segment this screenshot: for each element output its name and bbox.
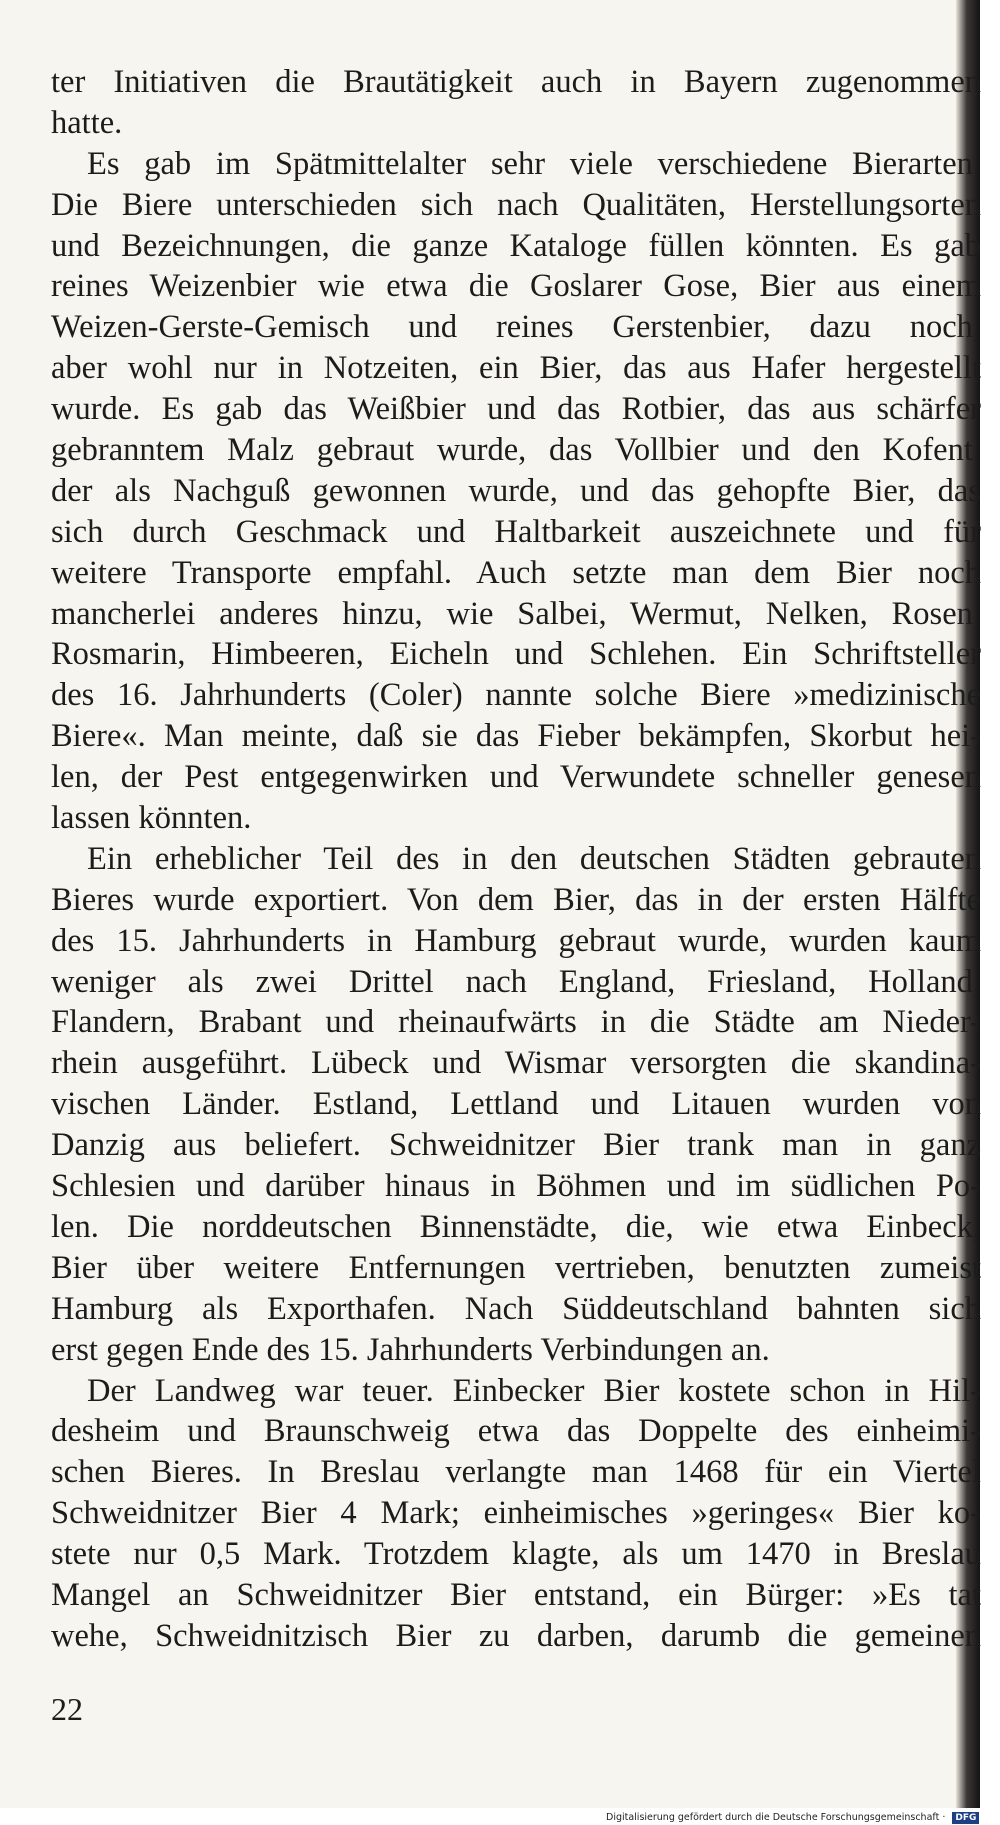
text-line: wehe, Schweidnitzisch Bier zu darben, darumb die gemeinen bbox=[51, 1617, 981, 1654]
text-line: des 15. Jahrhunderts in Hamburg gebraut wurde, wurden kaum bbox=[51, 922, 981, 959]
text-line: Weizen-Gerste-Gemisch und reines Gerstenbier, dazu noch, bbox=[51, 309, 981, 346]
text-line: und Bezeichnungen, die ganze Kataloge füllen könnten. Es gab bbox=[51, 227, 981, 264]
text-line: ter Initiativen die Brautätigkeit auch in Bayern zugenommen bbox=[51, 64, 981, 100]
text-line: Rosmarin, Himbeeren, Eicheln und Schlehen. Ein Schriftsteller bbox=[51, 636, 981, 673]
text-line: Hamburg als Exporthafen. Nach Süddeutschland bahnten sich bbox=[51, 1290, 981, 1327]
page-number: 22 bbox=[51, 1691, 83, 1727]
text-line: desheim und Braunschweig etwa das Doppelte des einheimi- bbox=[51, 1413, 981, 1450]
credit-text: Digitalisierung gefördert durch die Deutsche Forschungsgemeinschaft · bbox=[606, 1812, 946, 1823]
text-line: weitere Transporte empfahl. Auch setzte man dem Bier noch bbox=[51, 554, 981, 591]
text-line: mancherlei anderes hinzu, wie Salbei, Wermut, Nelken, Rosen, bbox=[51, 595, 981, 632]
text-line: gebranntem Malz gebraut wurde, das Vollbier und den Kofent, bbox=[51, 432, 981, 469]
text-line: len. Die norddeutschen Binnenstädte, die, wie etwa Einbeck, bbox=[51, 1208, 981, 1245]
text-line: der als Nachguß gewonnen wurde, und das gehopfte Bier, das bbox=[51, 472, 981, 509]
text-line: reines Weizenbier wie etwa die Goslarer Gose, Bier aus einem bbox=[51, 268, 981, 305]
text-line: Schweidnitzer Bier 4 Mark; einheimisches »geringes« Bier ko- bbox=[51, 1495, 981, 1532]
text-line: len, der Pest entgegenwirken und Verwundete schneller genesen bbox=[51, 759, 981, 796]
text-line: Der Landweg war teuer. Einbecker Bier kostete schon in Hil- bbox=[87, 1372, 981, 1409]
text-line: Flandern, Brabant und rheinaufwärts in die Städte am Nieder- bbox=[51, 1004, 981, 1041]
text-line: Bieres wurde exportiert. Von dem Bier, das in der ersten Hälfte bbox=[51, 881, 981, 918]
text-line: des 16. Jahrhunderts (Coler) nannte solche Biere »medizinische bbox=[51, 677, 981, 714]
text-line: Biere«. Man meinte, daß sie das Fieber bekämpfen, Skorbut hei- bbox=[51, 718, 981, 755]
text-line: vischen Länder. Estland, Lettland und Litauen wurden von bbox=[51, 1086, 981, 1123]
text-line: stete nur 0,5 Mark. Trotzdem klagte, als um 1470 in Breslau bbox=[51, 1536, 981, 1573]
text-line: weniger als zwei Drittel nach England, Friesland, Holland, bbox=[51, 963, 981, 1000]
text-line: lassen könnten. bbox=[51, 800, 252, 837]
dfg-logo: DFG bbox=[952, 1812, 979, 1824]
text-line: Ein erheblicher Teil des in den deutschen Städten gebrauten bbox=[87, 840, 981, 877]
text-line: erst gegen Ende des 15. Jahrhunderts Verbindungen an. bbox=[51, 1331, 770, 1368]
text-line: Es gab im Spätmittelalter sehr viele verschiedene Bierarten. bbox=[87, 145, 981, 182]
text-line: Mangel an Schweidnitzer Bier entstand, ein Bürger: »Es tat bbox=[51, 1576, 981, 1613]
body-text bbox=[51, 62, 981, 1657]
text-line: wurde. Es gab das Weißbier und das Rotbier, das aus schärfer bbox=[51, 391, 981, 428]
text-line: aber wohl nur in Notzeiten, ein Bier, das aus Hafer hergestellt bbox=[51, 350, 981, 387]
text-line: hatte. bbox=[51, 104, 123, 141]
text-line: sich durch Geschmack und Haltbarkeit auszeichnete und für bbox=[51, 513, 981, 550]
text-line: schen Bieres. In Breslau verlangte man 1468 für ein Viertel bbox=[51, 1454, 981, 1491]
text-line: Bier über weitere Entfernungen vertrieben, benutzten zumeist bbox=[51, 1249, 981, 1286]
text-line: Schlesien und darüber hinaus in Böhmen und im südlichen Po- bbox=[51, 1168, 981, 1205]
text-line: Danzig aus beliefert. Schweidnitzer Bier trank man in ganz bbox=[51, 1127, 981, 1164]
text-line: rhein ausgeführt. Lübeck und Wismar versorgten die skandina- bbox=[51, 1045, 981, 1082]
text-line: Die Biere unterschieden sich nach Qualitäten, Herstellungsorten bbox=[51, 186, 981, 223]
digitization-credit bbox=[606, 1810, 979, 1825]
